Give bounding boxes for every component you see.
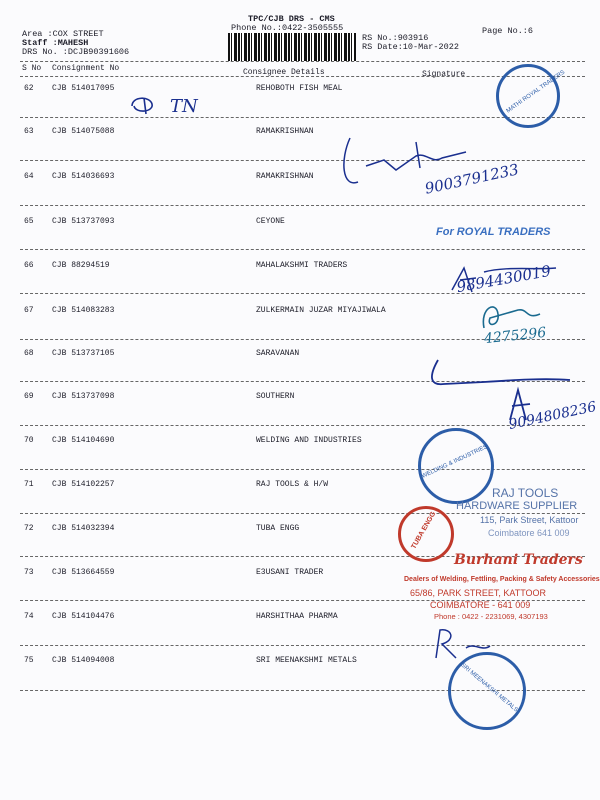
row-consignee: RAMAKRISHNAN	[256, 172, 314, 181]
phone-number: Phone No.:0422-3505555	[231, 23, 344, 33]
rs-date: RS Date:10-Mar-2022	[362, 42, 459, 52]
row-consignment: CJB 514104476	[52, 612, 115, 621]
row-consignment: CJB 513737105	[52, 349, 115, 358]
table-row	[0, 436, 600, 480]
row-sno: 62	[24, 84, 34, 93]
row-sno: 66	[24, 261, 34, 270]
stamp-burhani-line2: 65/86, PARK STREET, KATTOOR	[410, 588, 547, 598]
handwritten-phone-69: 9094808236	[507, 398, 598, 434]
row-sno: 73	[24, 568, 34, 577]
stamp-raj-tools-city: Coimbatore 641 009	[488, 528, 570, 538]
row-consignee: HARSHITHAA PHARMA	[256, 612, 338, 621]
row-consignment: CJB 514075088	[52, 127, 115, 136]
seal-welding-text: WELDING & INDUSTRIES	[421, 444, 489, 480]
row-consignee: SRI MEENAKSHMI METALS	[256, 656, 357, 665]
row-consignee: SOUTHERN	[256, 392, 295, 401]
row-consignee: RAJ TOOLS & H/W	[256, 480, 329, 489]
row-consignee: SARAVANAN	[256, 349, 300, 358]
seal-meenakshi-text: SRI MEENAKSHI METALS	[459, 662, 519, 714]
stamp-burhani-phone: Phone : 0422 - 2231069, 4307193	[434, 612, 548, 621]
signature-64	[336, 130, 506, 200]
row-consignment: CJB 514032394	[52, 524, 115, 533]
col-consignment: Consignment No	[52, 64, 120, 73]
stamp-raj-tools-sub: HARDWARE SUPPLIER	[456, 500, 578, 512]
col-sno: S No	[22, 64, 42, 73]
row-divider	[20, 469, 585, 470]
seal-royal-traders-text: MATHI ROYAL TRADERS	[505, 69, 567, 115]
row-consignment: CJB 514094008	[52, 656, 115, 665]
row-consignment: CJB 514017095	[52, 84, 115, 93]
row-consignee: RAMAKRISHNAN	[256, 127, 314, 136]
row-sno: 72	[24, 524, 34, 533]
row-consignee: E3USANI TRADER	[256, 568, 324, 577]
header-rule-top	[20, 61, 585, 62]
row-consignment: CJB 513664559	[52, 568, 115, 577]
row-consignment: CJB 513737098	[52, 392, 115, 401]
col-signature: Signature	[422, 70, 466, 79]
stamp-raj-tools-addr: 115, Park Street, Kattoor	[480, 515, 579, 525]
row-consignment: CJB 88294519	[52, 261, 110, 270]
row-divider	[20, 117, 585, 118]
row-consignee: MAHALAKSHMI TRADERS	[256, 261, 348, 270]
row-sno: 75	[24, 656, 34, 665]
seal-welding-industries	[418, 428, 494, 504]
header-rule-bottom	[20, 76, 585, 77]
row-consignee: WELDING AND INDUSTRIES	[256, 436, 362, 445]
row-consignee: ZULKERMAIN JUZAR MIYAJIWALA	[256, 306, 386, 315]
row-sno: 69	[24, 392, 34, 401]
seal-sri-meenakshi-metals	[448, 652, 526, 730]
stamp-burhani-name: Burhani Traders	[454, 552, 583, 568]
col-consignee: Consignee Details	[243, 68, 325, 77]
signature-68	[424, 356, 574, 392]
row-sno: 74	[24, 612, 34, 621]
row-sno: 63	[24, 127, 34, 136]
stamp-raj-tools-name: RAJ TOOLS	[492, 486, 559, 500]
row-divider	[20, 205, 585, 206]
handwritten-tn: TN	[170, 96, 198, 117]
row-consignment: CJB 514104690	[52, 436, 115, 445]
table-row	[0, 217, 600, 261]
row-consignee: TUBA ENGG	[256, 524, 300, 533]
handwritten-phone-66: 9894430019	[455, 261, 553, 297]
stamp-for-royal-traders: For ROYAL TRADERS	[436, 226, 551, 238]
page-number: Page No.:6	[482, 26, 534, 36]
row-consignment: CJB 514102257	[52, 480, 115, 489]
handwritten-circle-mark	[128, 94, 158, 116]
row-sno: 65	[24, 217, 34, 226]
seal-tuba-engg	[398, 506, 454, 562]
row-sno: 71	[24, 480, 34, 489]
row-sno: 70	[24, 436, 34, 445]
seal-tuba-text: TUBA ENGG	[410, 510, 438, 551]
handwritten-phone-64: 9003791233	[423, 160, 521, 198]
row-sno: 68	[24, 349, 34, 358]
stamp-burhani-line3: COIMBATORE - 641 009	[430, 600, 531, 610]
row-sno: 64	[24, 172, 34, 181]
staff-label: Staff :MAHESH	[22, 38, 89, 48]
drs-number: DRS No. :DCJB90391606	[22, 47, 130, 57]
doc-title: TPC/CJB DRS - CMS	[248, 14, 335, 24]
row-sno: 67	[24, 306, 34, 315]
row-divider	[20, 513, 585, 514]
barcode	[228, 33, 356, 61]
rs-number: RS No.:903916	[362, 33, 429, 43]
area-label: Area :COX STREET	[22, 29, 104, 39]
row-consignee: CEYONE	[256, 217, 285, 226]
seal-royal-traders	[496, 64, 567, 128]
row-consignee: REHOBOTH FISH MEAL	[256, 84, 343, 93]
handwritten-num-67: 4275296	[483, 324, 548, 348]
row-consignment: CJB 514036693	[52, 172, 115, 181]
row-consignment: CJB 514083283	[52, 306, 115, 315]
row-divider	[20, 249, 585, 250]
row-consignment: CJB 513737093	[52, 217, 115, 226]
stamp-burhani-line1: Dealers of Welding, Fettling, Packing & Safety Accessories	[404, 576, 600, 583]
